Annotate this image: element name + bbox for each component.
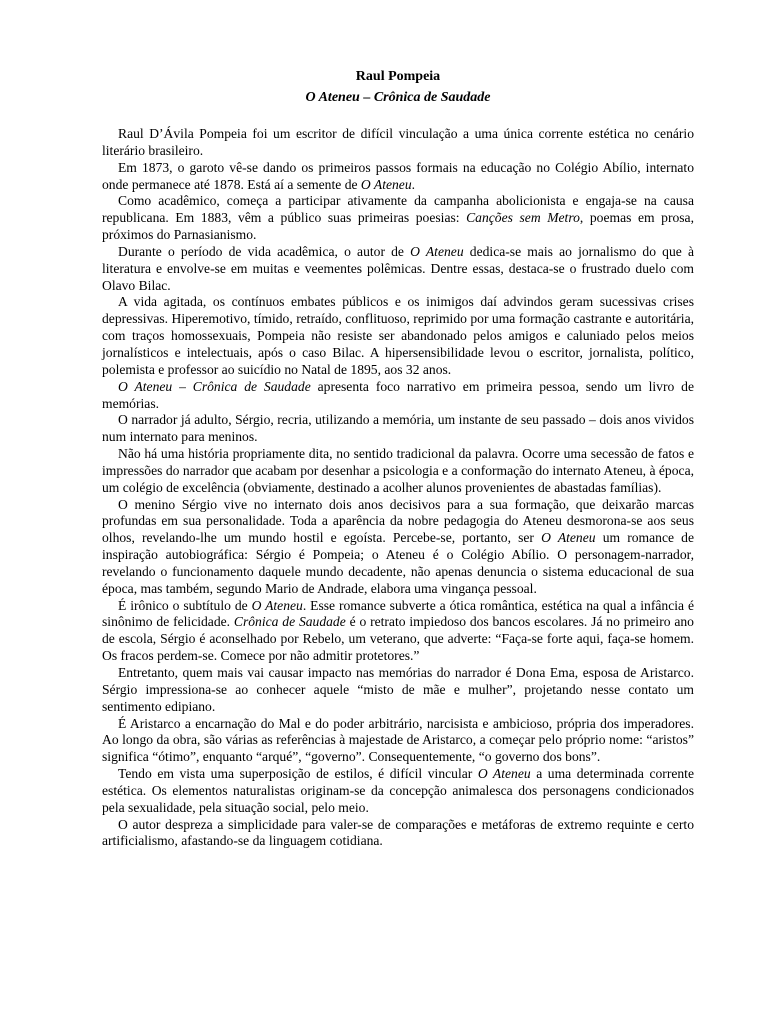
document-page [102, 66, 694, 850]
body-paragraph [102, 412, 694, 446]
italic-text: Crônica de Saudade [233, 614, 346, 630]
paragraph-text: um romance de inspiração autobiográfica: Sérgio é Pompeia; o Ateneu é o Colégio Abílio. O personagem-narrador, revelando o funcionamento daquele mundo decadente, não apenas denuncia o sistema educacional de sua época, mas também, segundo Mario de Andrade, elabora uma vingança pessoal. [102, 530, 694, 596]
paragraph-text: a uma determinada corrente estética. Os elementos naturalistas originam-se da concepção animalesca dos personagens condicionados pela sexualidade, pela situação social, pelo meio. [102, 766, 694, 815]
italic-text: O Ateneu [410, 243, 464, 259]
body-paragraph [102, 244, 694, 295]
paragraph-text: O narrador já adulto, Sérgio, recria, utilizando a memória, um instante de seu passado – dois anos vividos num internato para meninos. [102, 412, 694, 445]
italic-text: Canções sem Metro [466, 210, 580, 226]
paragraph-text: Raul D’Ávila Pompeia foi um escritor de difícil vinculação a uma única corrente estética no cenário literário brasileiro. [102, 126, 694, 158]
body-paragraph [102, 446, 694, 497]
paragraph-text: Em 1873, o garoto vê-se dando os primeiros passos formais na educação no Colégio Abílio, internato onde permanece até 1878. Está aí a semente de [102, 159, 694, 192]
paragraph-text: . [411, 176, 416, 192]
body-paragraph [102, 294, 694, 378]
paragraph-text: , poemas em prosa, próximos do Parnasianismo. [102, 210, 694, 243]
body-paragraph [102, 497, 694, 598]
body-paragraph [102, 379, 694, 413]
body-paragraph [102, 766, 694, 817]
paragraph-text: É Aristarco a encarnação do Mal e do poder arbitrário, narcisista e ambicioso, própria dos imperadores. Ao longo da obra, são várias as referências à majestade de Aristarco, a começar pelo próprio nome: “aristos” significa “ótimo”, enquanto “arqué”, “governo”. Consequentemente, “o governo dos bons”. [102, 715, 694, 765]
italic-text: O Ateneu [251, 597, 303, 613]
paragraph-text: Tendo em vista uma superposição de estilos, é difícil vincular [118, 766, 478, 782]
paragraph-text: dedica-se mais ao jornalismo do que à literatura e envolve-se em muitas e veementes polêmicas. Dentre essas, destaca-se o frustrado duelo com Olavo Bilac. [102, 243, 695, 293]
italic-text: O Ateneu – Crônica de Saudade [118, 378, 311, 394]
paragraph-text: Entretanto, quem mais vai causar impacto nas memórias do narrador é Dona Ema, esposa de Aristarco. Sérgio impressiona-se ao conhecer aquele “misto de mãe e mulher”, projetando nesse contato um sentimento edipiano. [102, 665, 694, 714]
body-paragraph [102, 716, 694, 767]
paragraph-text: É irônico o subtítulo de [118, 597, 252, 613]
paragraph-text: O autor despreza a simplicidade para valer-se de comparações e metáforas de extremo requinte e certo artificialismo, afastando-se da linguagem cotidiana. [102, 816, 694, 849]
paragraph-text: é o retrato impiedoso dos bancos escolares. Já no primeiro ano de escola, Sérgio é aconselhado por Rebelo, um veterano, que adverte: “Faça-se forte aqui, faça-se homem. Os fracos perdem-se. Comece por não admitir protetores.” [102, 614, 694, 664]
paragraph-text: O menino Sérgio vive no internato dois anos decisivos para a sua formação, que deixarão marcas profundas em sua personalidade. Toda a aparência da nobre pedagogia do Ateneu desmorona-se aos seus olhos, revelando-lhe um mundo hostil e egoísta. Percebe-se, portanto, ser [102, 496, 694, 546]
body-paragraph [102, 817, 694, 851]
paragraph-text: Durante o período de vida acadêmica, o autor de [118, 243, 411, 259]
italic-text: O Ateneu [360, 176, 412, 192]
document-body [102, 126, 694, 850]
paragraph-text: . Esse romance subverte a ótica romântica, estética na qual a infância é sinônimo de felicidade. [102, 597, 694, 630]
paragraph-text: Não há uma história propriamente dita, no sentido tradicional da palavra. Ocorre uma secessão de fatos e impressões do narrador que acabam por desenhar a psicologia e a conformação do internato Ateneu, à época, um colégio de excelência (obviamente, destinado a acolher alunos provenientes de abastadas famílias). [102, 446, 694, 495]
paragraph-text: apresenta foco narrativo em primeira pessoa, sendo um livro de memórias. [102, 378, 694, 411]
italic-text: O Ateneu [541, 530, 596, 546]
paragraph-text: A vida agitada, os contínuos embates públicos e os inimigos daí advindos geram sucessivas crises depressivas. Hiperemotivo, tímido, retraído, conflituoso, reprimido por uma formação castrante e autoritária, com traços homossexuais, Pompeia não resiste ser abandonado pelos amigos e caluniado pelos meios jornalísticos e intelectuais, após o caso Bilac. A hipersensibilidade levou o escritor, jornalista, político, polemista e professor ao suicídio no Natal de 1895, aos 32 anos. [102, 294, 694, 377]
italic-text: O Ateneu [477, 766, 531, 782]
body-paragraph [102, 160, 694, 194]
document-title: O Ateneu – Crônica de Saudade [305, 90, 491, 105]
paragraph-text: Como acadêmico, começa a participar ativamente da campanha abolicionista e engaja-se na causa republicana. Em 1883, vêm a público suas primeiras poesias: [102, 193, 694, 226]
body-paragraph [102, 126, 694, 160]
author-name: Raul Pompeia [355, 69, 441, 84]
body-paragraph [102, 598, 694, 665]
body-paragraph [102, 665, 694, 716]
body-paragraph [102, 193, 694, 244]
